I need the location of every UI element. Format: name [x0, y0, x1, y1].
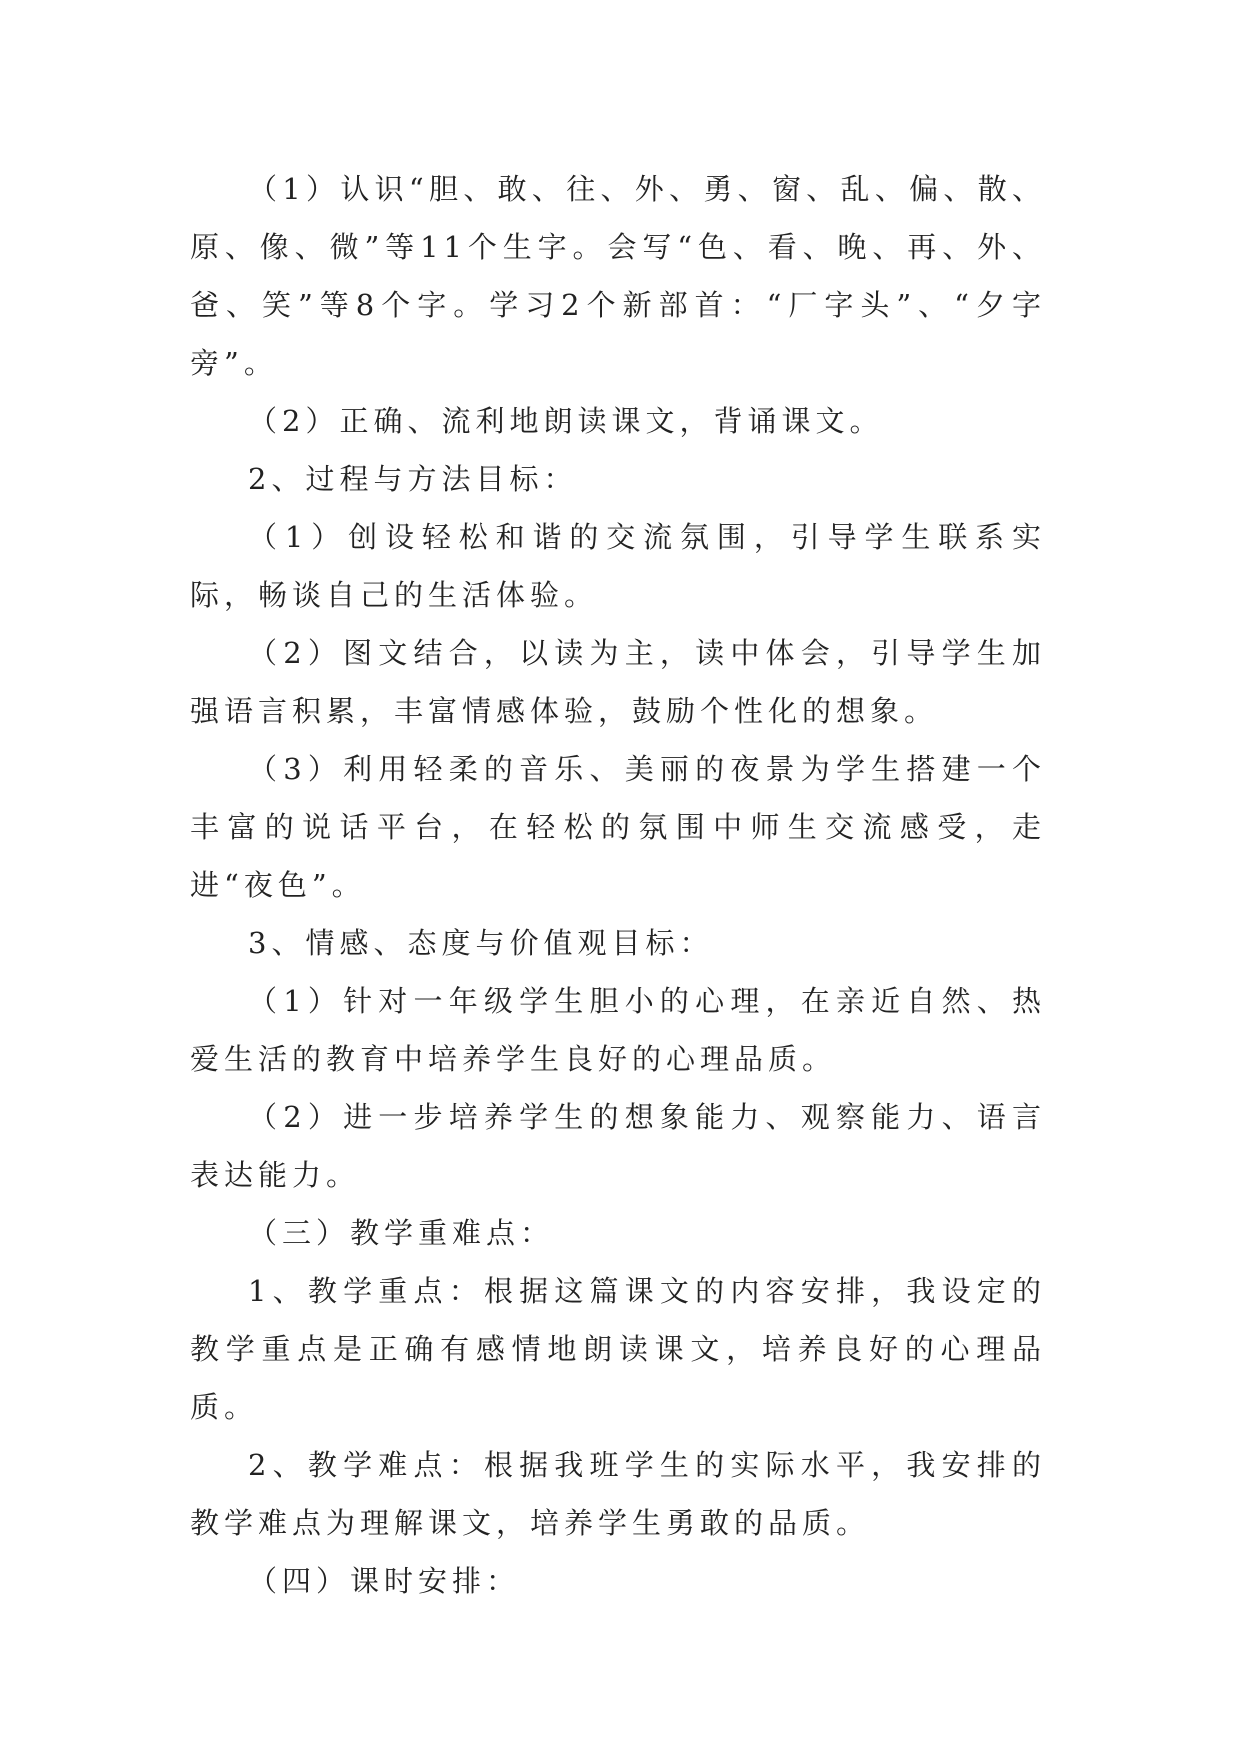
heading-process-method: 2、过程与方法目标： — [248, 462, 578, 496]
paragraph-key-point: 1、教学重点：根据这篇课文的内容安排，我设定的教学重点是正确有感情地朗读课文，培养良好的心理品质。 — [190, 1274, 1046, 1424]
paragraph-process-2: （2）图文结合，以读为主，读中体会，引导学生加强语言积累，丰富情感体验，鼓励个性化的想象。 — [190, 636, 1046, 728]
paragraph-process-3: （3）利用轻柔的音乐、美丽的夜景为学生搭建一个丰富的说话平台，在轻松的氛围中师生交流感受，走进“夜色”。 — [190, 752, 1046, 902]
heading-class-schedule: （四）课时安排： — [248, 1564, 521, 1598]
paragraph-emotion-2: （2）进一步培养学生的想象能力、观察能力、语言表达能力。 — [190, 1100, 1046, 1192]
paragraph-emotion-1: （1）针对一年级学生胆小的心理，在亲近自然、热爱生活的教育中培养学生良好的心理品质。 — [190, 984, 1046, 1076]
heading-emotion-values: 3、情感、态度与价值观目标： — [248, 926, 714, 960]
document-body — [190, 160, 1046, 1610]
paragraph-objective-1-1: （1）认识“胆、敢、往、外、勇、窗、乱、偏、散、原、像、微”等11个生字。会写“色、看、晚、再、外、爸、笑”等8个字。学习2个新部首：“厂字头”、“夕字旁”。 — [190, 172, 1046, 380]
paragraph-process-1: （1）创设轻松和谐的交流氛围，引导学生联系实际，畅谈自己的生活体验。 — [190, 520, 1046, 612]
paragraph-objective-1-2: （2）正确、流利地朗读课文，背诵课文。 — [248, 404, 884, 438]
heading-key-difficult-points: （三）教学重难点： — [248, 1216, 555, 1250]
paragraph-difficult-point: 2、教学难点：根据我班学生的实际水平，我安排的教学难点为理解课文，培养学生勇敢的品质。 — [190, 1448, 1046, 1540]
